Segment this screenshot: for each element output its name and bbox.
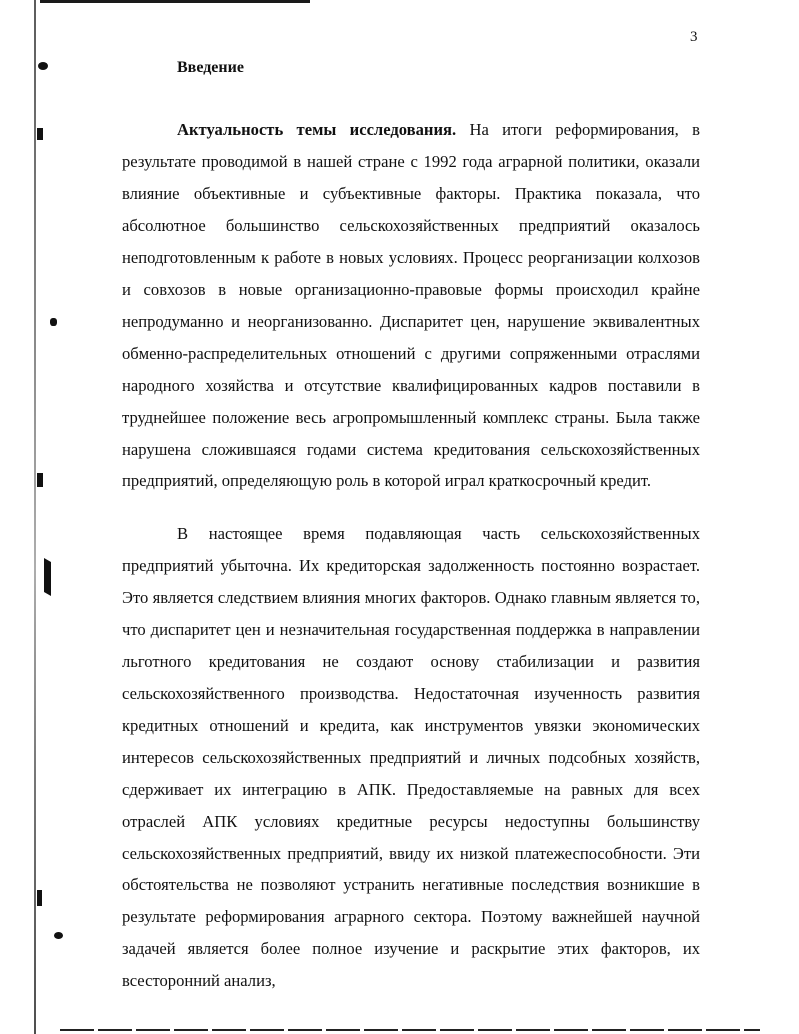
scan-edge-top xyxy=(40,0,310,3)
paragraph-1-text: На итоги реформирования, в результате проводимой в нашей стране с 1992 года аграрной политики, оказали влияние объективные и субъективные факторы. Практика показала, что абсолютное большинство сельскохозяйственных предприятий оказалось неподготовленным к работе в новых условиях. Процесс реорганизации колхозов и совхозов в новые организационно-правовые формы происходил крайне непродуманно и неорганизованно. Диспаритет цен, нарушение эквивалентных обменно-распределительных отношений с другими сопряженными отраслями народного хозяйства и отсутствие квалифицированных кадров поставили в труднейшее положение весь агропромышленный комплекс страны. Была также нарушена сложившаяся годами система кредитования сельскохозяйственных предприятий, определяющую роль в которой играл краткосрочный кредит. xyxy=(122,120,700,491)
binding-mark xyxy=(37,473,43,487)
binding-mark xyxy=(50,318,57,326)
paragraph-1 xyxy=(122,114,700,497)
paragraph-2-text: В настоящее время подавляющая часть сельскохозяйственных предприятий убыточна. Их кредиторская задолженность постоянно возрастает. Это является следствием влияния многих факторов. Однако главным является то, что диспаритет цен и незначительная государственная поддержка в направлении льготного кредитования не создают основу стабилизации и развития сельскохозяйственного производства. Недостаточная изученность развития кредитных отношений и кредита, как инструментов увязки экономических интересов сельскохозяйственных предприятий и личных подсобных хозяйств, сдерживает их интеграцию в АПК. Предоставляемые на равных для всех отраслей АПК условиях кредитные ресурсы недоступны большинству сельскохозяйственных предприятий, ввиду их низкой платежеспособности. Эти обстоятельства не позволяют устранить негативные последствия возникшие в результате реформирования аграрного сектора. Поэтому важнейшей научной задачей является более полное изучение и раскрытие этих факторов, их всесторонний анализ, xyxy=(122,524,700,991)
binding-mark xyxy=(44,558,51,596)
binding-mark xyxy=(38,62,48,70)
paragraph-2 xyxy=(122,518,700,997)
binding-mark xyxy=(37,128,43,140)
scan-edge-bottom xyxy=(60,1029,760,1031)
paragraph-1-lead: Актуальность темы исследования. xyxy=(177,120,457,139)
scan-edge-left xyxy=(34,0,36,1034)
binding-mark xyxy=(54,932,63,939)
section-heading: Введение xyxy=(177,59,244,76)
binding-mark xyxy=(37,890,42,906)
page-number: 3 xyxy=(690,29,698,45)
